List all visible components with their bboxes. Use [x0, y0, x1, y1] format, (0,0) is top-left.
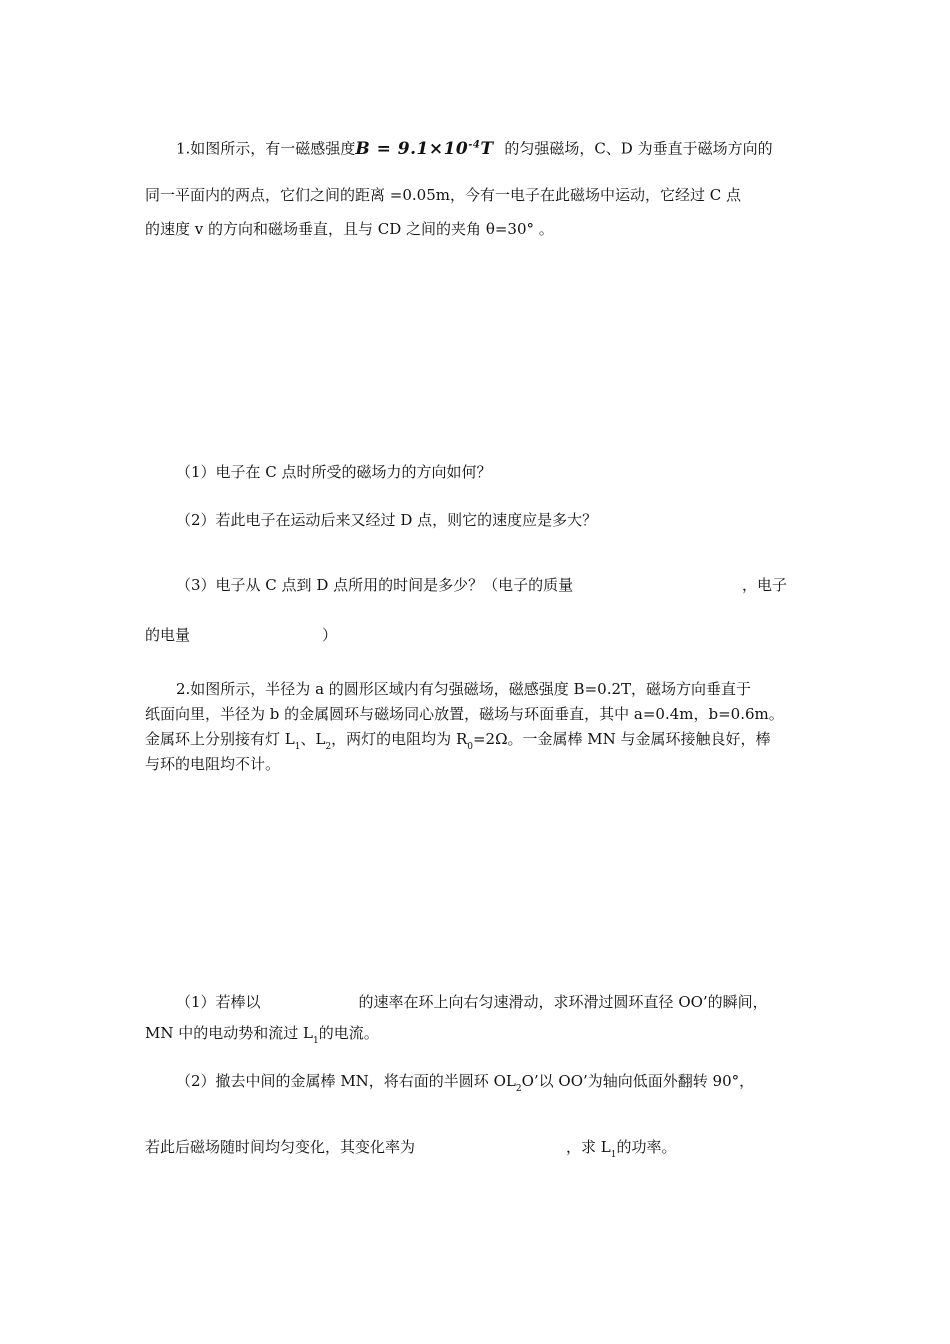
- p1-line1-pre: 1.如图所示，有一磁感强度: [176, 139, 356, 158]
- p1-line3: 的速度 v 的方向和磁场垂直，且与 CD 之间的夹角 θ=30° 。: [145, 220, 554, 238]
- p2-question2-cont: 若此后磁场随时间均匀变化，其变化率为: [145, 1138, 416, 1156]
- p2-question2: （2）撤去中间的金属棒 MN，将右面的半圆环 $OL_2O$’以 OO’为轴向低面外翻转 90°，: [176, 1072, 755, 1094]
- p1-line2: 同一平面内的两点，它们之间的距离 =0.05m，今有一电子在此磁场中运动，它经过 C 点: [145, 186, 741, 204]
- p2-question2-tail: ，求 $L_1$的功率。: [566, 1138, 677, 1160]
- p1-question2: （2）若此电子在运动后来又经过 D 点，则它的速度应是多大？: [176, 511, 598, 529]
- p2-line2: 纸面向里，半径为 b 的金属圆环与磁场同心放置，磁场与环面垂直，其中 a=0.4m，b=0.6m。: [145, 705, 784, 723]
- p2-question1: （1）若棒以 的速率在环上向右匀速滑动，求环滑过圆环直径 OO’的瞬间，: [176, 993, 768, 1011]
- p2-line1: 2.如图所示，半径为 a 的圆形区域内有匀强磁场，磁感强度 B=0.2T，磁场方向垂直于: [176, 680, 752, 698]
- p2-question1-cont: MN 中的电动势和流过 $L_1$的电流。: [145, 1024, 379, 1046]
- p1-question3: [176, 576, 573, 594]
- p1-question3-text: （3）电子从 C 点到 D 点所用的时间是多少？（电子的质量: [176, 576, 574, 594]
- p1-question3-close: ）: [322, 626, 338, 644]
- p2-line4: 与环的电阻均不计。: [145, 755, 281, 773]
- p1-line1: [176, 136, 773, 158]
- p1-line1-post: 的匀强磁场，C、D 为垂直于磁场方向的: [504, 139, 773, 158]
- p1-question1: （1）电子在 C 点时所受的磁场力的方向如何？: [176, 463, 492, 481]
- p1-question3-tail: ，电子: [742, 576, 788, 594]
- p2-line3: 金属环上分别接有灯 $L_1$、$L_2$，两灯的电阻均为 $R_0=2\Omega$。一金属棒 MN 与金属环接触良好，棒: [145, 730, 771, 752]
- magnetic-induction-formula: $B = 9.1\times 10^{-4}T$: [355, 138, 494, 159]
- p1-question3-charge: 的电量: [145, 626, 191, 644]
